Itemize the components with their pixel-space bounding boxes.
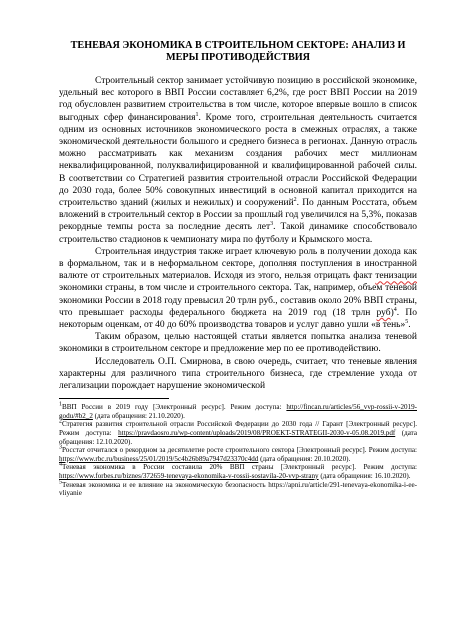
footnote-separator [59, 398, 169, 399]
paragraph-text: экономики страны, в том числе и строительного сектора. Так, например, объем теневой экономики России в 2018 году превысил 20 трлн руб., составив около 20% ВВП страны, что превышает расходы федерального бюджета на 2019 год (18 трлн [59, 283, 417, 318]
footnote-2 [59, 420, 417, 446]
footnote-link[interactable]: https://www.forbes.ru/biznes/372659-tenevaya-ekonomika-v-rossii-sostavila-20-vvp-strany [59, 472, 319, 481]
document-page [59, 40, 417, 498]
spellcheck-error[interactable]: руб [376, 307, 391, 318]
paragraph-text: . По данным Росстата, объем вложений в строительный сектор в России за прошлый год увеличился на 5,3%, показав рекордные темпы роста за последние десять лет [59, 198, 417, 233]
footnote-number: 1 [59, 401, 62, 408]
footnote-ref-5[interactable]: 5 [405, 318, 409, 325]
footnote-link[interactable]: https://pravdaosro.ru/wp-content/uploads/2019/08/PROEKT-STRATEGII-2030-v-05.08.2019.pdf [118, 429, 396, 438]
footnote-link[interactable]: https://www.rbc.ru/business/25/01/2019/5c4b26b89a7947d23370c4dd [59, 454, 259, 463]
paragraph-text: Строительная индустрия также играет ключевую роль в получении дохода как в формальном, так и в неформальном секторе, дополняя поступления в иностранной валюте от строительных материалов. Исходя из этого, нельзя отрицать факт [59, 246, 417, 282]
footnote-tail: (дата обращения: 16.10.2020). [318, 472, 411, 481]
footnote-text: Теневая экономика в России составила 20% ВВП страны [Электронный ресурс]. Режим доступа: [62, 463, 417, 472]
footnote-3 [59, 446, 417, 463]
footnote-tail: (дата обращения: 21.10.2020). [92, 411, 185, 420]
footnote-number: 3 [59, 444, 62, 451]
paragraph-text: Строительный сектор занимает устойчивую позицию в российской экономике, удельный вес которого в ВВП России составляет 6,2%, где рост ВВП России на 2019 год обусловлен развитием строительства в том числе, которое впервые вошло в список выгодных сфер финансирования [59, 76, 417, 123]
footnote-1 [59, 403, 417, 420]
paragraph-text: . По некоторым оценкам, от 40 до 60% производства товаров и услуг давно ушли «в тень» [59, 307, 417, 331]
footnote-tail: (дата обращения: 20.10.2020). [258, 454, 351, 463]
paragraph-4 [59, 356, 417, 393]
paragraph-2 [59, 246, 417, 331]
paragraph-text: . [408, 320, 411, 331]
footnote-link[interactable]: http://fincan.ru/articles/56_vvp-rossii-v-2019-godu/#b2_2 [59, 403, 417, 420]
footnote-text: Росстат отчитался о рекордном за десятилетие росте строительного сектора [Электронный ресурс]. Режим доступа: [62, 446, 417, 455]
footnote-number: 5 [59, 479, 62, 486]
article-title: ТЕНЕВАЯ ЭКОНОМИКА В СТРОИТЕЛЬНОМ СЕКТОРЕ: АНАЛИЗ И МЕРЫ ПРОТИВОДЕЙСТВИЯ [70, 40, 406, 63]
footnote-text: Теневая экономика и ее влияние на экономическую безопасность https://apni.ru/article/291-tenevaya-ekonomika-i-ee-vliyanie [59, 480, 417, 498]
paragraph-text: . Кроме того, строительная деятельность считается одним из основных источников экономического роста в смежных отраслях, а также экономической деятельности большого и среднего бизнеса в регионах. Данную отрасль можно рассматривать как механизм создания рабочих мест миллионам неквалифицированной, полуквалифицированной и квалифицированной рабочей силы. В соответствии со Стратегией развития строительной отрасли Российской Федерации до 2030 года, более 50% совокупных инвестиций в основной капитал приходится на строительство зданий (жилых и нежилых) и сооружений [59, 112, 417, 209]
footnote-tail: (дата обращения: 12.10.2020). [59, 429, 417, 446]
footnote-number: 2 [59, 419, 62, 426]
spellcheck-error[interactable]: тенизации [375, 271, 417, 282]
paragraph-text: . Такой динамике способствовало строительство стадионов к чемпионату мира по футболу и Крымского моста. [59, 222, 417, 245]
paragraph-text: Таким образом, целью настоящей статьи является попытка анализа теневой экономики в строительном секторе и предложение мер по ее противодействию. [59, 332, 417, 355]
footnote-5 [59, 481, 417, 498]
footnote-ref-2[interactable]: 2 [293, 196, 297, 203]
footnote-ref-3[interactable]: 3 [270, 221, 274, 228]
paragraph-1 [59, 75, 417, 246]
footnote-ref-4[interactable]: 4 [393, 306, 397, 313]
paragraph-text: ) [390, 307, 394, 318]
footnote-ref-1[interactable]: 1 [195, 111, 199, 118]
paragraph-text: Исследователь О.П. Смирнова, в свою очередь, считает, что теневые явления характерны для различного типа строительного бизнеса, где стремление ухода от легализации порождает нарушение экономической [59, 356, 417, 392]
paragraph-3 [59, 331, 417, 355]
footnote-4 [59, 463, 417, 480]
footnote-text: Стратегия развития строительной отрасли Российской Федерации до 2030 года // Гарант [Электронный ресурс]. Режим доступа: [59, 420, 417, 438]
footnote-text: ВВП России в 2019 году [Электронный ресурс]. Режим доступа: [62, 403, 287, 412]
footnote-number: 4 [59, 462, 62, 469]
